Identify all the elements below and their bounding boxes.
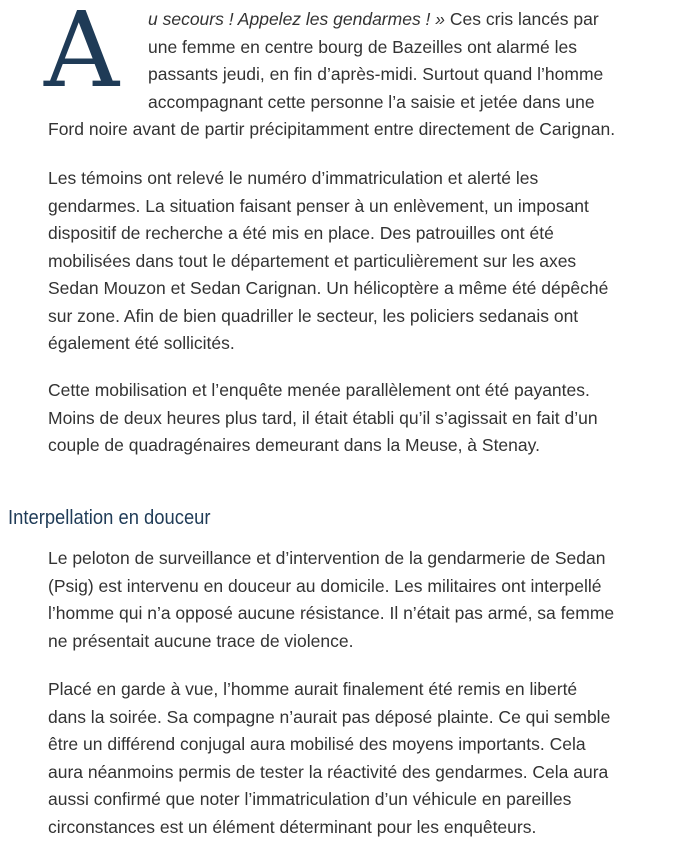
paragraph-5 — [48, 676, 673, 841]
paragraph-line: couple de quadragénaires demeurant dans la Meuse, à Stenay. — [48, 435, 540, 455]
paragraph-4 — [48, 545, 673, 655]
paragraph-line: ne présentait aucune trace de violence. — [48, 630, 354, 651]
paragraph-line: Le peloton de surveillance et d’intervention de la gendarmerie de Sedan — [48, 548, 606, 568]
paragraph-line: Sedan Mouzon et Sedan Carignan. Un hélicoptère a même été dépêché — [48, 278, 609, 298]
lead-paragraph — [48, 6, 673, 144]
lead-line-1-text: Ces cris lancés par — [445, 9, 599, 29]
paragraph-line: aussi confirmé que noter l’immatriculation d’un véhicule en pareilles — [48, 789, 572, 809]
paragraph-line: Les témoins ont relevé le numéro d’immatriculation et alerté les — [48, 168, 539, 188]
paragraph-line: Moins de deux heures plus tard, il était établi qu’il s’agissait en fait d’un — [48, 407, 598, 428]
paragraph-line: circonstances est un élément déterminant pour les enquêteurs. — [48, 816, 537, 837]
paragraph-line: être un différend conjugal aura mobilisé des moyens importants. Cela — [48, 734, 586, 754]
paragraph-line: (Psig) est intervenu en douceur au domicile. Les militaires ont interpellé — [48, 575, 602, 596]
lead-line-5: Ford noire avant de partir précipitamment entre directement de Carignan. — [48, 119, 616, 139]
paragraph-line: l’homme qui n’a opposé aucune résistance. Il n’était pas armé, sa femme — [48, 603, 615, 623]
lead-line-2: une femme en centre bourg de Bazeilles ont alarmé les — [148, 36, 577, 57]
lead-line-1 — [48, 6, 673, 34]
lead-line-3: passants jeudi, en fin d’après-midi. Surtout quand l’homme — [148, 64, 604, 84]
paragraph-line: mobilisées dans tout le département et particulièrement sur les axes — [48, 250, 577, 271]
paragraph-line: dispositif de recherche a été mis en place. Des patrouilles ont été — [48, 223, 554, 243]
paragraph-line: également été sollicités. — [48, 333, 235, 353]
paragraph-line: aura néanmoins permis de tester la réactivité des gendarmes. Cela aura — [48, 761, 609, 782]
drop-cap: A — [44, 0, 120, 111]
paragraph-line: gendarmes. La situation faisant penser à un enlèvement, un imposant — [48, 195, 589, 216]
section-heading: Interpellation en douceur — [8, 507, 211, 529]
paragraph-line: Cette mobilisation et l’enquête menée parallèlement ont été payantes. — [48, 380, 590, 400]
paragraph-line: sur zone. Afin de bien quadriller le secteur, les policiers sedanais ont — [48, 305, 579, 326]
lead-line-4: accompagnant cette personne l’a saisie et jetée dans une — [148, 91, 595, 112]
paragraph-line: dans la soirée. Sa compagne n’aurait pas déposé plainte. Ce qui semble — [48, 706, 611, 727]
lead-quote: u secours ! Appelez les gendarmes ! » — [148, 9, 446, 29]
paragraph-line: Placé en garde à vue, l’homme aurait finalement été remis en liberté — [48, 679, 578, 699]
paragraph-3 — [48, 377, 673, 460]
paragraph-2 — [48, 165, 673, 358]
